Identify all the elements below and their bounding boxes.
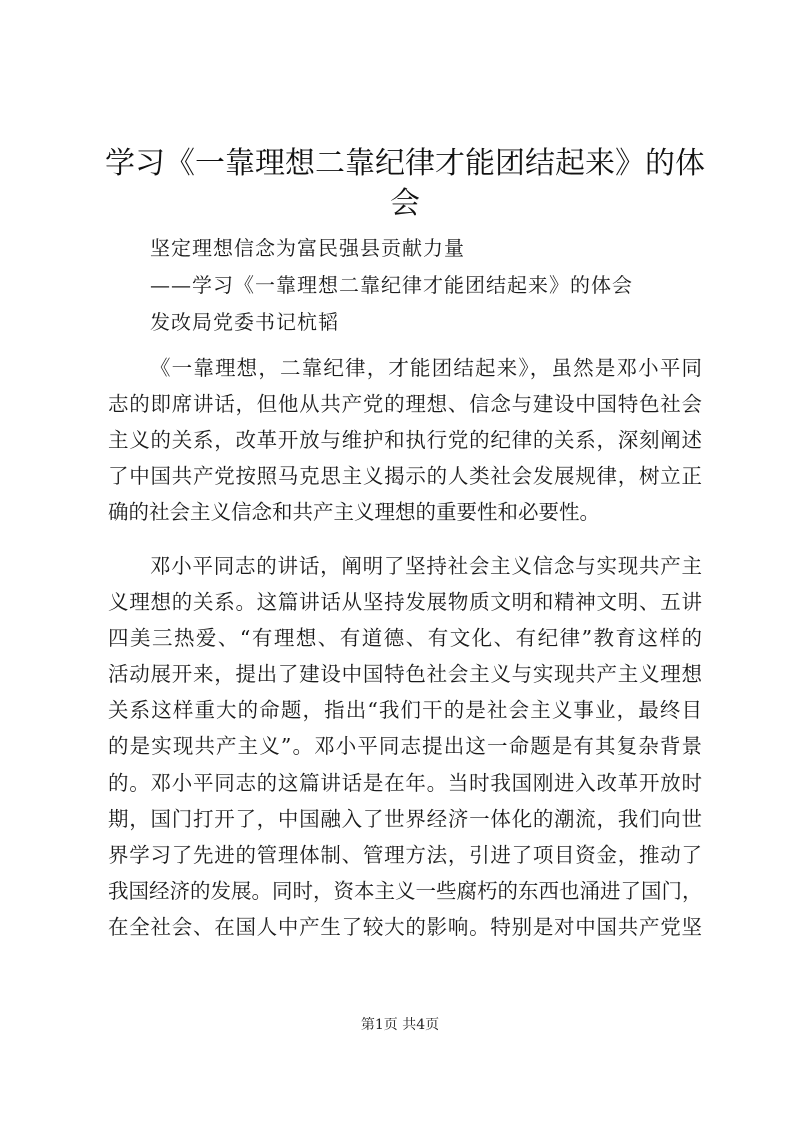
paragraph-line: 的是实现共产主义”。邓小平同志提出这一命题是有其复杂背景 xyxy=(108,734,702,759)
paragraph-line: 我国经济的发展。同时，资本主义一些腐朽的东西也涌进了国门， xyxy=(108,878,703,903)
title-line: 会 xyxy=(390,186,420,221)
paragraph-line: 界学习了先进的管理体制、管理方法，引进了项目资金，推动了 xyxy=(108,842,702,867)
paragraph-line: 关系这样重大的命题，指出“我们干的是社会主义事业，最终目 xyxy=(108,698,702,723)
paragraph-line: 《一靠理想，二靠纪律，才能团结起来》，虽然是邓小平同 xyxy=(150,356,702,380)
paragraph-line: 的。邓小平同志的这篇讲话是在年。当时我国刚进入改革开放时 xyxy=(108,770,702,795)
paragraph-line: 期，国门打开了，中国融入了世界经济一体化的潮流，我们向世 xyxy=(108,806,702,831)
subtitle-subheading: ——学习《一靠理想二靠纪律才能团结起来》的体会 xyxy=(150,273,633,297)
paragraph xyxy=(108,350,702,530)
paragraph-line: 志的即席讲话，但他从共产党的理想、信念与建设中国特色社会 xyxy=(108,392,702,417)
paragraph-line: 在全社会、在国人中产生了较大的影响。特别是对中国共产党坚 xyxy=(108,914,702,939)
paragraph-line: 四美三热爱、“有理想、有道德、有文化、有纪律”教育这样的 xyxy=(108,626,702,651)
paragraph-line: 义理想的关系。这篇讲话从坚持发展物质文明和精神文明、五讲 xyxy=(108,590,702,615)
paragraph xyxy=(108,548,702,945)
paragraph-line: 主义的关系，改革开放与维护和执行党的纪律的关系，深刻阐述 xyxy=(108,428,702,453)
page-footer: 第1页 共4页 xyxy=(360,1017,440,1033)
title-line: 学习《一靠理想二靠纪律才能团结起来》的体 xyxy=(105,146,705,181)
paragraph-line: 确的社会主义信念和共产主义理想的重要性和必要性。 xyxy=(108,500,600,525)
subtitle-heading: 坚定理想信念为富民强县贡献力量 xyxy=(150,236,465,260)
paragraph-line: 活动展开来，提出了建设中国特色社会主义与实现共产主义理想 xyxy=(108,662,702,687)
paragraph-line: 邓小平同志的讲话，阐明了坚持社会主义信念与实现共产主 xyxy=(150,554,702,578)
subtitle-author: 发改局党委书记杭韬 xyxy=(150,310,339,334)
document-title xyxy=(105,144,705,224)
paragraph-line: 了中国共产党按照马克思主义揭示的人类社会发展规律，树立正 xyxy=(108,464,702,489)
